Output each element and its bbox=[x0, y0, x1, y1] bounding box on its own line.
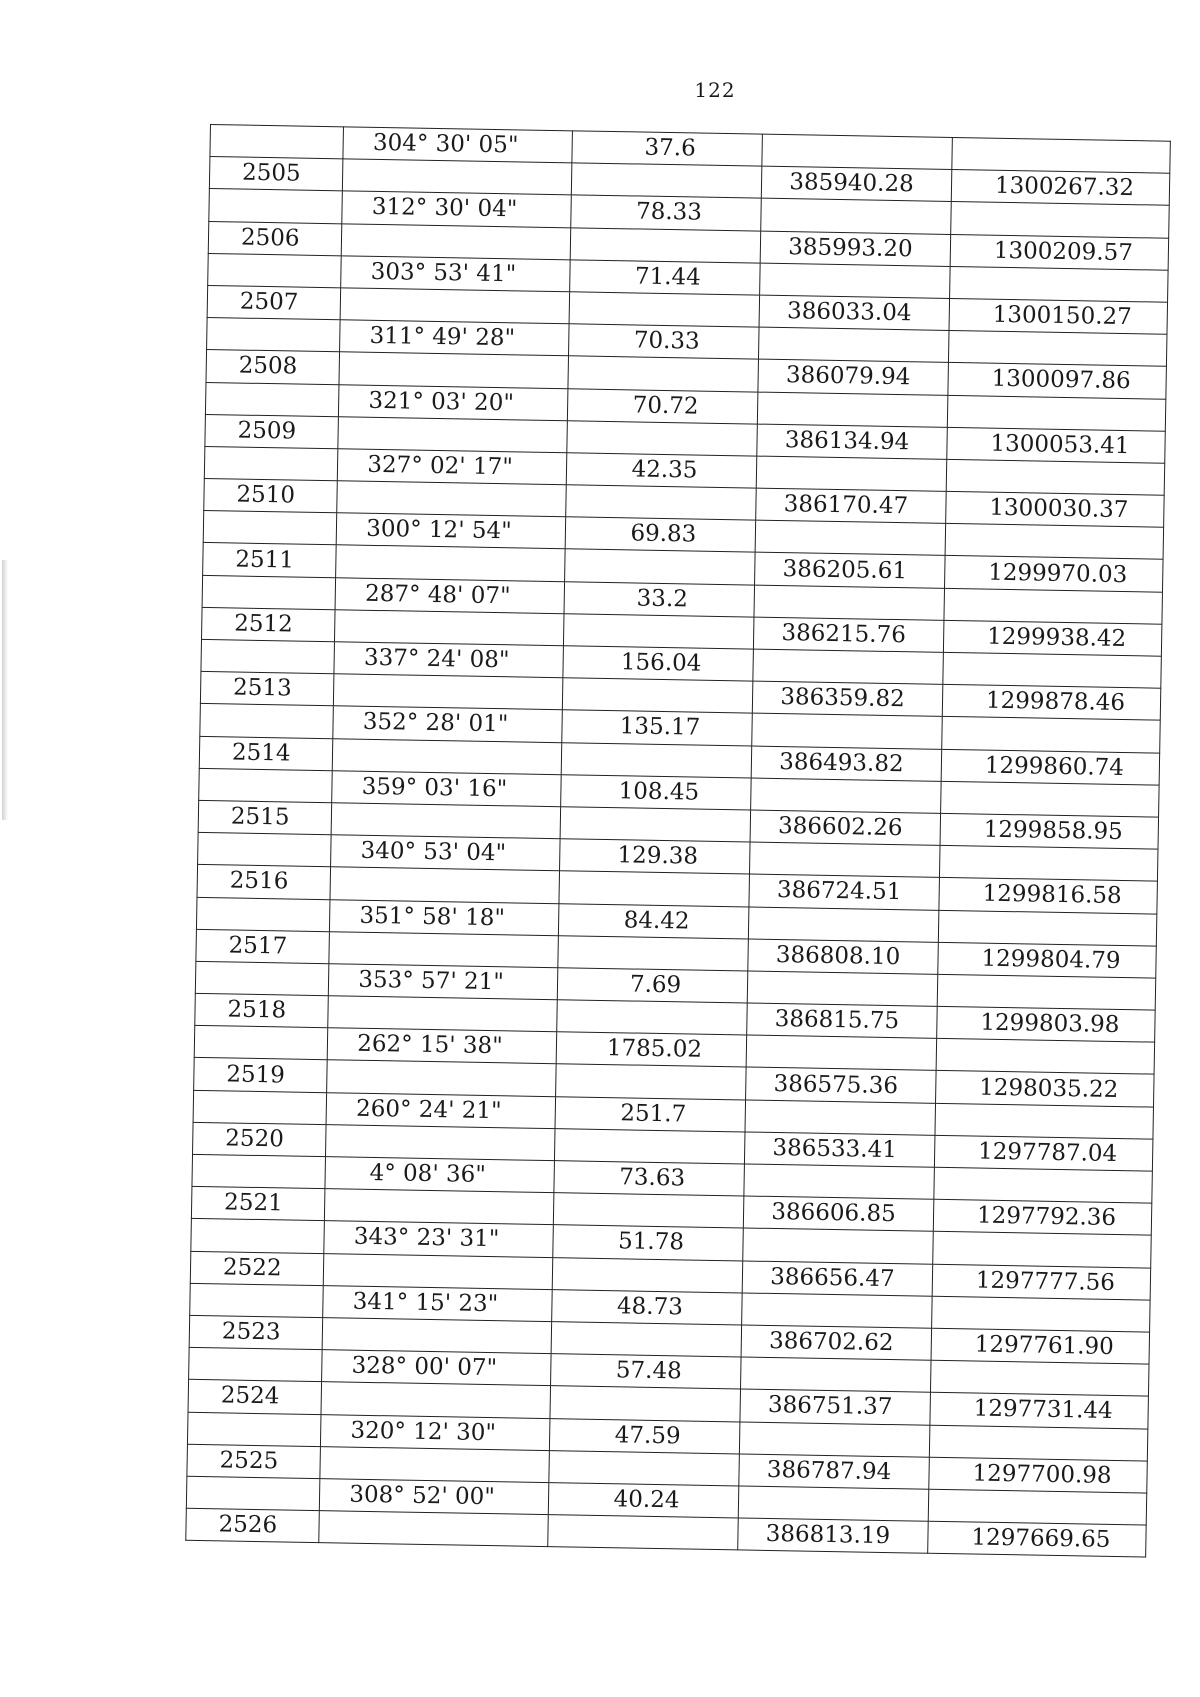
easting-cell bbox=[948, 331, 1167, 367]
easting-cell bbox=[946, 459, 1165, 495]
scan-edge-shadow bbox=[2, 560, 8, 820]
distance-cell bbox=[565, 549, 756, 584]
easting-cell: 1297731.44 bbox=[930, 1393, 1149, 1429]
distance-cell: 70.72 bbox=[567, 388, 758, 423]
northing-cell: 386079.94 bbox=[758, 359, 949, 394]
northing-cell: 386656.47 bbox=[742, 1261, 933, 1296]
northing-cell: 386134.94 bbox=[757, 424, 948, 459]
bearing-cell bbox=[334, 610, 564, 646]
bearing-cell: 303° 53' 41" bbox=[341, 256, 571, 292]
point-cell bbox=[204, 446, 338, 481]
distance-cell: 51.78 bbox=[553, 1225, 744, 1260]
easting-cell: 1299938.42 bbox=[943, 620, 1162, 656]
easting-cell bbox=[943, 652, 1162, 688]
distance-cell: 37.6 bbox=[572, 131, 763, 166]
point-cell bbox=[187, 1412, 321, 1447]
point-cell bbox=[186, 1476, 320, 1511]
distance-cell bbox=[562, 678, 753, 713]
bearing-cell bbox=[336, 545, 566, 581]
northing-cell bbox=[749, 842, 940, 877]
distance-cell: 78.33 bbox=[571, 195, 762, 230]
easting-cell bbox=[936, 1039, 1155, 1075]
distance-cell bbox=[559, 871, 750, 906]
point-cell bbox=[201, 639, 335, 674]
bearing-cell bbox=[321, 1382, 551, 1418]
easting-cell: 1299816.58 bbox=[939, 878, 1158, 914]
point-cell: 2522 bbox=[190, 1251, 324, 1286]
bearing-cell: 308° 52' 00" bbox=[319, 1478, 549, 1514]
bearing-cell bbox=[324, 1189, 554, 1225]
northing-cell bbox=[755, 520, 946, 555]
point-cell: 2515 bbox=[198, 800, 332, 835]
northing-cell bbox=[756, 456, 947, 491]
northing-cell: 386359.82 bbox=[752, 681, 943, 716]
northing-cell bbox=[754, 585, 945, 620]
distance-cell: 156.04 bbox=[563, 646, 754, 681]
bearing-cell: 4° 08' 36" bbox=[325, 1157, 555, 1193]
point-cell: 2526 bbox=[186, 1508, 320, 1543]
easting-cell: 1300097.86 bbox=[948, 363, 1167, 399]
northing-cell: 386033.04 bbox=[759, 295, 950, 330]
easting-cell bbox=[945, 524, 1164, 560]
distance-cell bbox=[553, 1193, 744, 1228]
northing-cell: 386493.82 bbox=[751, 746, 942, 781]
point-cell bbox=[208, 253, 342, 288]
bearing-cell bbox=[339, 352, 569, 388]
bearing-cell: 340° 53' 04" bbox=[331, 835, 561, 871]
distance-cell bbox=[551, 1322, 742, 1357]
northing-cell: 386170.47 bbox=[756, 488, 947, 523]
distance-cell bbox=[549, 1450, 740, 1485]
point-cell: 2524 bbox=[188, 1380, 322, 1415]
distance-cell bbox=[560, 807, 751, 842]
easting-cell: 1297700.98 bbox=[929, 1457, 1148, 1493]
distance-cell bbox=[556, 1064, 747, 1099]
point-cell bbox=[205, 382, 339, 417]
point-cell bbox=[210, 125, 344, 160]
distance-cell: 108.45 bbox=[561, 774, 752, 809]
point-cell: 2510 bbox=[204, 479, 338, 514]
northing-cell: 386215.76 bbox=[753, 617, 944, 652]
northing-cell bbox=[746, 1035, 937, 1070]
point-cell bbox=[194, 1026, 328, 1061]
bearing-cell bbox=[337, 481, 567, 517]
point-cell: 2523 bbox=[189, 1315, 323, 1350]
point-cell: 2520 bbox=[193, 1122, 327, 1157]
bearing-cell: 341° 15' 23" bbox=[323, 1285, 553, 1321]
point-cell: 2512 bbox=[202, 607, 336, 642]
bearing-cell: 260° 24' 21" bbox=[326, 1092, 556, 1128]
easting-cell: 1299860.74 bbox=[941, 749, 1160, 785]
point-cell: 2525 bbox=[187, 1444, 321, 1479]
easting-cell: 1297787.04 bbox=[934, 1135, 1153, 1171]
distance-cell: 57.48 bbox=[551, 1354, 742, 1389]
distance-cell bbox=[569, 292, 760, 327]
bearing-cell bbox=[338, 416, 568, 452]
distance-cell bbox=[552, 1257, 743, 1292]
easting-cell: 1300053.41 bbox=[947, 427, 1166, 463]
northing-cell: 386815.75 bbox=[747, 1003, 938, 1038]
distance-cell: 7.69 bbox=[557, 968, 748, 1003]
distance-cell bbox=[550, 1386, 741, 1421]
easting-cell: 1300150.27 bbox=[949, 298, 1168, 334]
bearing-cell: 287° 48' 07" bbox=[335, 577, 565, 613]
northing-cell bbox=[747, 971, 938, 1006]
distance-cell bbox=[566, 485, 757, 520]
northing-cell: 386533.41 bbox=[744, 1132, 935, 1167]
easting-cell bbox=[952, 137, 1171, 173]
distance-cell bbox=[548, 1515, 739, 1550]
northing-cell bbox=[738, 1486, 929, 1521]
distance-cell: 1785.02 bbox=[556, 1032, 747, 1067]
point-cell: 2521 bbox=[191, 1187, 325, 1222]
northing-cell: 386808.10 bbox=[748, 939, 939, 974]
easting-cell bbox=[950, 266, 1169, 302]
northing-cell bbox=[748, 907, 939, 942]
easting-cell: 1299804.79 bbox=[938, 942, 1157, 978]
northing-cell bbox=[744, 1164, 935, 1199]
point-cell: 2516 bbox=[197, 865, 331, 900]
bearing-cell bbox=[325, 1124, 555, 1160]
northing-cell bbox=[745, 1100, 936, 1135]
bearing-cell: 328° 00' 07" bbox=[322, 1350, 552, 1386]
coordinates-table bbox=[185, 124, 1171, 1558]
bearing-cell: 312° 30' 04" bbox=[342, 191, 572, 227]
point-cell bbox=[193, 1090, 327, 1125]
easting-cell: 1297761.90 bbox=[931, 1328, 1150, 1364]
bearing-cell: 300° 12' 54" bbox=[336, 513, 566, 549]
northing-cell bbox=[743, 1228, 934, 1263]
easting-cell bbox=[939, 845, 1158, 881]
bearing-cell: 351° 58' 18" bbox=[329, 899, 559, 935]
bearing-cell: 262° 15' 38" bbox=[327, 1028, 557, 1064]
bearing-cell: 304° 30' 05" bbox=[343, 127, 573, 163]
easting-cell: 1300030.37 bbox=[946, 491, 1165, 527]
easting-cell bbox=[944, 588, 1163, 624]
point-cell bbox=[190, 1283, 324, 1318]
easting-cell: 1297669.65 bbox=[928, 1521, 1147, 1557]
northing-cell: 385940.28 bbox=[761, 166, 952, 201]
bearing-cell: 343° 23' 31" bbox=[324, 1221, 554, 1257]
coordinates-table-body bbox=[186, 125, 1171, 1558]
northing-cell: 386751.37 bbox=[740, 1389, 931, 1424]
distance-cell: 42.35 bbox=[566, 453, 757, 488]
northing-cell: 385993.20 bbox=[760, 231, 951, 266]
easting-cell bbox=[934, 1167, 1153, 1203]
point-cell bbox=[196, 897, 330, 932]
distance-cell bbox=[567, 420, 758, 455]
bearing-cell bbox=[329, 931, 559, 967]
point-cell bbox=[189, 1347, 323, 1382]
northing-cell bbox=[739, 1421, 930, 1456]
easting-cell: 1297777.56 bbox=[932, 1264, 1151, 1300]
easting-cell: 1299803.98 bbox=[937, 1006, 1156, 1042]
distance-cell bbox=[558, 935, 749, 970]
easting-cell: 1298035.22 bbox=[936, 1071, 1155, 1107]
easting-cell bbox=[935, 1103, 1154, 1139]
easting-cell bbox=[938, 910, 1157, 946]
easting-cell: 1299858.95 bbox=[940, 813, 1159, 849]
page-number: 122 bbox=[694, 78, 736, 102]
bearing-cell: 352° 28' 01" bbox=[333, 706, 563, 742]
distance-cell bbox=[571, 163, 762, 198]
northing-cell bbox=[742, 1293, 933, 1328]
northing-cell: 386205.61 bbox=[755, 553, 946, 588]
northing-cell bbox=[757, 392, 948, 427]
easting-cell: 1297792.36 bbox=[933, 1199, 1152, 1235]
northing-cell: 386724.51 bbox=[749, 874, 940, 909]
bearing-cell: 337° 24' 08" bbox=[334, 642, 564, 678]
coordinates-table-container bbox=[185, 124, 1170, 1558]
point-cell bbox=[207, 318, 341, 353]
bearing-cell bbox=[331, 803, 561, 839]
bearing-cell bbox=[332, 738, 562, 774]
easting-cell bbox=[937, 974, 1156, 1010]
bearing-cell: 311° 49' 28" bbox=[340, 320, 570, 356]
northing-cell bbox=[753, 649, 944, 684]
distance-cell bbox=[570, 227, 761, 262]
bearing-cell: 353° 57' 21" bbox=[328, 964, 558, 1000]
bearing-cell bbox=[340, 288, 570, 324]
point-cell bbox=[203, 511, 337, 546]
easting-cell: 1300209.57 bbox=[950, 234, 1169, 270]
northing-cell: 386575.36 bbox=[746, 1067, 937, 1102]
easting-cell bbox=[942, 717, 1161, 753]
bearing-cell bbox=[319, 1511, 549, 1547]
point-cell: 2508 bbox=[206, 350, 340, 385]
point-cell: 2514 bbox=[199, 736, 333, 771]
northing-cell: 386813.19 bbox=[738, 1518, 929, 1553]
distance-cell: 135.17 bbox=[562, 710, 753, 745]
bearing-cell bbox=[330, 867, 560, 903]
bearing-cell bbox=[320, 1446, 550, 1482]
distance-cell: 129.38 bbox=[560, 839, 751, 874]
point-cell bbox=[191, 1219, 325, 1254]
northing-cell: 386606.85 bbox=[743, 1196, 934, 1231]
point-cell bbox=[195, 961, 329, 996]
point-cell bbox=[192, 1154, 326, 1189]
bearing-cell bbox=[323, 1253, 553, 1289]
easting-cell bbox=[929, 1425, 1148, 1461]
point-cell: 2509 bbox=[205, 414, 339, 449]
easting-cell: 1300267.32 bbox=[951, 170, 1170, 206]
point-cell: 2513 bbox=[200, 672, 334, 707]
distance-cell bbox=[563, 614, 754, 649]
easting-cell bbox=[928, 1489, 1147, 1525]
northing-cell bbox=[760, 263, 951, 298]
point-cell bbox=[198, 833, 332, 868]
distance-cell: 47.59 bbox=[549, 1418, 740, 1453]
northing-cell: 386702.62 bbox=[741, 1325, 932, 1360]
northing-cell bbox=[751, 778, 942, 813]
point-cell bbox=[200, 704, 334, 739]
point-cell: 2517 bbox=[196, 929, 330, 964]
distance-cell: 251.7 bbox=[555, 1096, 746, 1131]
northing-cell bbox=[752, 713, 943, 748]
distance-cell: 48.73 bbox=[552, 1289, 743, 1324]
distance-cell bbox=[568, 356, 759, 391]
distance-cell: 69.83 bbox=[565, 517, 756, 552]
bearing-cell: 359° 03' 16" bbox=[332, 770, 562, 806]
bearing-cell bbox=[341, 223, 571, 259]
distance-cell bbox=[561, 742, 752, 777]
distance-cell: 73.63 bbox=[554, 1161, 745, 1196]
northing-cell bbox=[740, 1357, 931, 1392]
easting-cell: 1299970.03 bbox=[945, 556, 1164, 592]
easting-cell bbox=[947, 395, 1166, 431]
bearing-cell: 327° 02' 17" bbox=[337, 449, 567, 485]
distance-cell bbox=[557, 1000, 748, 1035]
bearing-cell bbox=[342, 159, 572, 195]
distance-cell: 70.33 bbox=[569, 324, 760, 359]
distance-cell bbox=[554, 1128, 745, 1163]
bearing-cell bbox=[328, 996, 558, 1032]
easting-cell bbox=[932, 1296, 1151, 1332]
easting-cell bbox=[941, 781, 1160, 817]
easting-cell bbox=[933, 1232, 1152, 1268]
northing-cell bbox=[761, 199, 952, 234]
bearing-cell: 321° 03' 20" bbox=[338, 384, 568, 420]
point-cell bbox=[199, 768, 333, 803]
distance-cell: 33.2 bbox=[564, 581, 755, 616]
northing-cell bbox=[758, 327, 949, 362]
point-cell: 2519 bbox=[194, 1058, 328, 1093]
distance-cell: 71.44 bbox=[570, 260, 761, 295]
point-cell: 2506 bbox=[208, 221, 342, 256]
northing-cell bbox=[762, 134, 953, 169]
point-cell bbox=[202, 575, 336, 610]
distance-cell: 40.24 bbox=[548, 1482, 739, 1517]
northing-cell: 386602.26 bbox=[750, 810, 941, 845]
distance-cell: 84.42 bbox=[558, 903, 749, 938]
bearing-cell bbox=[322, 1318, 552, 1354]
northing-cell: 386787.94 bbox=[739, 1454, 930, 1489]
point-cell: 2505 bbox=[209, 157, 343, 192]
bearing-cell bbox=[333, 674, 563, 710]
point-cell: 2518 bbox=[195, 993, 329, 1028]
easting-cell bbox=[951, 202, 1170, 238]
bearing-cell bbox=[327, 1060, 557, 1096]
easting-cell bbox=[930, 1360, 1149, 1396]
point-cell: 2511 bbox=[203, 543, 337, 578]
point-cell: 2507 bbox=[207, 285, 341, 320]
easting-cell: 1299878.46 bbox=[942, 685, 1161, 721]
bearing-cell: 320° 12' 30" bbox=[320, 1414, 550, 1450]
point-cell bbox=[209, 189, 343, 224]
